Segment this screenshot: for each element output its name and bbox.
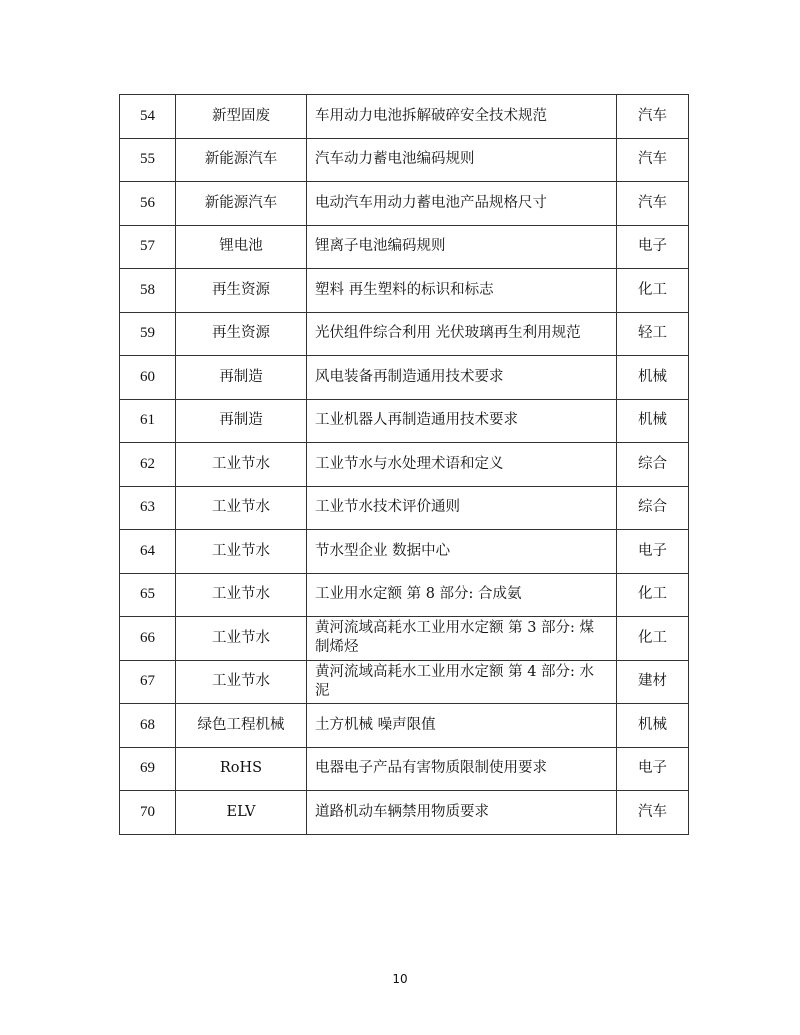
industry-cell: 建材 [617, 660, 689, 704]
row-number-cell: 69 [120, 747, 176, 791]
row-number-cell: 61 [120, 399, 176, 443]
table-row [120, 791, 689, 835]
table-row [120, 138, 689, 182]
industry-cell: 汽车 [617, 791, 689, 835]
table-row [120, 443, 689, 487]
category-cell: 再生资源 [176, 269, 307, 313]
industry-cell: 机械 [617, 704, 689, 748]
category-cell: 再生资源 [176, 312, 307, 356]
standard-name-cell: 土方机械 噪声限值 [307, 704, 617, 748]
industry-cell: 机械 [617, 356, 689, 400]
category-cell: RoHS [176, 747, 307, 791]
standard-name-cell: 工业机器人再制造通用技术要求 [307, 399, 617, 443]
table-row [120, 356, 689, 400]
industry-cell: 综合 [617, 486, 689, 530]
row-number-cell: 55 [120, 138, 176, 182]
category-cell: 再制造 [176, 356, 307, 400]
row-number-cell: 60 [120, 356, 176, 400]
standard-name-cell: 光伏组件综合利用 光伏玻璃再生利用规范 [307, 312, 617, 356]
row-number-cell: 64 [120, 530, 176, 574]
category-cell: ELV [176, 791, 307, 835]
standard-name-cell: 工业节水技术评价通则 [307, 486, 617, 530]
standard-name-cell: 电动汽车用动力蓄电池产品规格尺寸 [307, 182, 617, 226]
row-number-cell: 58 [120, 269, 176, 313]
table-row [120, 704, 689, 748]
standard-name-cell: 电器电子产品有害物质限制使用要求 [307, 747, 617, 791]
industry-cell: 化工 [617, 269, 689, 313]
table-row [120, 269, 689, 313]
industry-cell: 化工 [617, 617, 689, 661]
category-cell: 再制造 [176, 399, 307, 443]
row-number-cell: 67 [120, 660, 176, 704]
row-number-cell: 65 [120, 573, 176, 617]
row-number-cell: 56 [120, 182, 176, 226]
category-cell: 工业节水 [176, 530, 307, 574]
industry-cell: 汽车 [617, 95, 689, 139]
table-row [120, 617, 689, 661]
industry-cell: 电子 [617, 747, 689, 791]
industry-cell: 汽车 [617, 182, 689, 226]
standard-name-cell: 锂离子电池编码规则 [307, 225, 617, 269]
standard-name-cell: 工业用水定额 第 8 部分: 合成氨 [307, 573, 617, 617]
category-cell: 工业节水 [176, 617, 307, 661]
industry-cell: 电子 [617, 530, 689, 574]
category-cell: 工业节水 [176, 660, 307, 704]
row-number-cell: 66 [120, 617, 176, 661]
category-cell: 新能源汽车 [176, 182, 307, 226]
table-row [120, 486, 689, 530]
industry-cell: 电子 [617, 225, 689, 269]
standard-name-cell: 车用动力电池拆解破碎安全技术规范 [307, 95, 617, 139]
category-cell: 绿色工程机械 [176, 704, 307, 748]
industry-cell: 综合 [617, 443, 689, 487]
category-cell: 工业节水 [176, 486, 307, 530]
category-cell: 新型固废 [176, 95, 307, 139]
standard-name-cell: 塑料 再生塑料的标识和标志 [307, 269, 617, 313]
standard-name-cell: 工业节水与水处理术语和定义 [307, 443, 617, 487]
standard-name-cell: 风电装备再制造通用技术要求 [307, 356, 617, 400]
page-number: 10 [392, 972, 408, 986]
standard-name-cell: 节水型企业 数据中心 [307, 530, 617, 574]
industry-cell: 化工 [617, 573, 689, 617]
table-row [120, 399, 689, 443]
category-cell: 工业节水 [176, 443, 307, 487]
standards-table-container [119, 94, 688, 835]
table-row [120, 660, 689, 704]
table-row [120, 530, 689, 574]
standards-table-body [120, 95, 689, 835]
category-cell: 锂电池 [176, 225, 307, 269]
row-number-cell: 68 [120, 704, 176, 748]
table-row [120, 312, 689, 356]
table-row [120, 225, 689, 269]
category-cell: 工业节水 [176, 573, 307, 617]
standards-table [119, 94, 689, 835]
table-row [120, 182, 689, 226]
table-row [120, 95, 689, 139]
row-number-cell: 54 [120, 95, 176, 139]
table-row [120, 573, 689, 617]
row-number-cell: 63 [120, 486, 176, 530]
row-number-cell: 59 [120, 312, 176, 356]
category-cell: 新能源汽车 [176, 138, 307, 182]
industry-cell: 机械 [617, 399, 689, 443]
row-number-cell: 70 [120, 791, 176, 835]
standard-name-cell: 黄河流域高耗水工业用水定额 第 3 部分: 煤制烯烃 [307, 617, 617, 661]
standard-name-cell: 黄河流域高耗水工业用水定额 第 4 部分: 水泥 [307, 660, 617, 704]
row-number-cell: 62 [120, 443, 176, 487]
standard-name-cell: 道路机动车辆禁用物质要求 [307, 791, 617, 835]
standard-name-cell: 汽车动力蓄电池编码规则 [307, 138, 617, 182]
row-number-cell: 57 [120, 225, 176, 269]
industry-cell: 轻工 [617, 312, 689, 356]
industry-cell: 汽车 [617, 138, 689, 182]
table-row [120, 747, 689, 791]
